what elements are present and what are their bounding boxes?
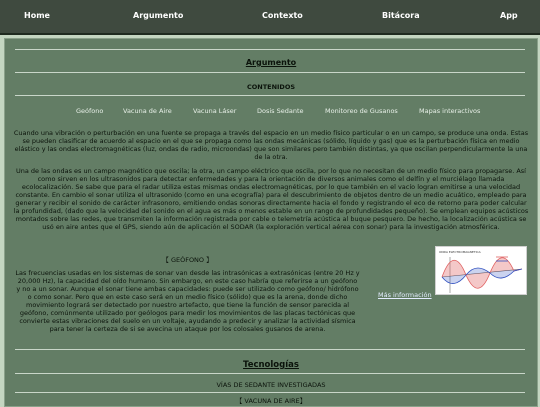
link-mapas-interactivos[interactable]: Mapas interactivos — [419, 107, 481, 115]
link-geofono[interactable]: Geófono — [76, 107, 104, 115]
nav-home-link[interactable]: Home — [24, 11, 50, 20]
nav-contexto-link[interactable]: Contexto — [262, 11, 303, 20]
nav-bitacora-link[interactable]: Bitácora — [382, 11, 420, 20]
divider — [15, 95, 525, 96]
diagram-caption: ONDA ELECTROMAGNETICA — [439, 250, 481, 254]
nav-app-link[interactable]: App — [500, 11, 518, 20]
nav-argumento-link[interactable]: Argumento — [133, 11, 184, 20]
electromagnetic-wave-diagram — [435, 246, 527, 295]
link-dosis-sedante[interactable]: Dosis Sedante — [257, 107, 304, 115]
divider — [15, 392, 525, 393]
geofono-paragraph: Las frecuencias usadas en los sistemas de sonar van desde las intrasónicas a extrasónicas (entre 20 Hz y 20,000 Hz), la capacidad del oído humano. Sin embargo, en este caso habría que referirse a un geófono y no a un sonar. Aunque el sonar tiene ambas capacidades: puede ser utilizado como geófono/ hidrófono o como sonar. Pero que en este caso será en un medio físico (sólido) que es la arena, donde dicho movimiento logrará ser detectado por nuestro artefacto, que tiene la función de sensor parecida al geófono, comúnmente utilizado por geólogos para medir los movimientos de las placas tectónicas que convierte estas vibraciones del suelo en un voltaje, ayudando a predecir y analizar la actividad sísmica para tener la certeza de si se avecina un ataque por los colosales gusanos de arena. — [15, 269, 360, 333]
geofono-section-label: 【 GEÓFONO 】 — [162, 256, 213, 264]
more-info-link[interactable]: Más información — [378, 291, 432, 299]
divider — [15, 349, 525, 350]
link-vacuna-de-aire[interactable]: Vacuna de Aire — [123, 107, 172, 115]
main-content-panel — [4, 38, 538, 407]
link-vacuna-laser[interactable]: Vacuna Láser — [193, 107, 237, 115]
page-title: Argumento — [245, 58, 297, 67]
link-monitoreo-de-gusanos[interactable]: Monitoreo de Gusanos — [325, 107, 398, 115]
divider — [15, 49, 525, 50]
waves-paragraph: Una de las ondas es un campo magnético que oscila; la otra, un campo eléctrico que oscila, por lo que no necesitan de un medio físico para propagarse. Así como sirven en los ultrasonidos para detectar enfermedades y para la orientación de diversos animales como el delfín y el murciélago llamada ecolocalización. Se sabe que para el radar utiliza estas mismas ondas electromagnéticas, por lo que también en el vacío logran emitirse a una velocidad constante. En cambio el sonar utiliza el ultrasonido (como en una ecografía) para el descubrimiento de objetos dentro de un medio acuático, empleado para generar y recibir el sonido de carácter infrasonoro, emitiendo ondas sonoras directamente hacia el fondo y registrando el eco de retorno para poder calcular la profundidad, (dado que la velocidad del sonido en el agua es más o menos estable en un rango de profundidades pequeño). Se emplean equipos acústicos montados sobre las redes, que transmiten la información registrada por cable o telemetría acústica al buque pesquero. De hecho, la localización acústica se usó en aire antes que el GPS, siendo aún de aplicación el SODAR (la exploración vertical aérea con sonar) para la investigación atmosférica. — [13, 167, 529, 231]
technologies-subtitle: VÍAS DE SEDANTE INVESTIGADAS — [216, 381, 326, 389]
vacuna-section-label: 【 VACUNA DE AIRE】 — [235, 397, 307, 405]
divider — [15, 72, 525, 73]
top-navigation-bar — [0, 0, 540, 35]
technologies-title: Tecnologías — [243, 360, 299, 370]
contents-title: CONTENIDOS — [246, 83, 296, 91]
intro-paragraph: Cuando una vibración o perturbación en una fuente se propaga a través del espacio en un medio físico particular o en un campo, se produce una onda. Estas se pueden clasificar de acuerdo al espacio en el que se propaga como las ondas mecánicas (sólido, líquido y gas) que es la perturbación física en medio elástico y las ondas electromagnéticas (luz, ondas de radio, microondas) que son similares pero también distintas, ya que oscilan perpendicularmente la una de la otra. — [13, 129, 529, 161]
divider — [15, 373, 525, 374]
wave-diagram-svg — [436, 247, 526, 294]
